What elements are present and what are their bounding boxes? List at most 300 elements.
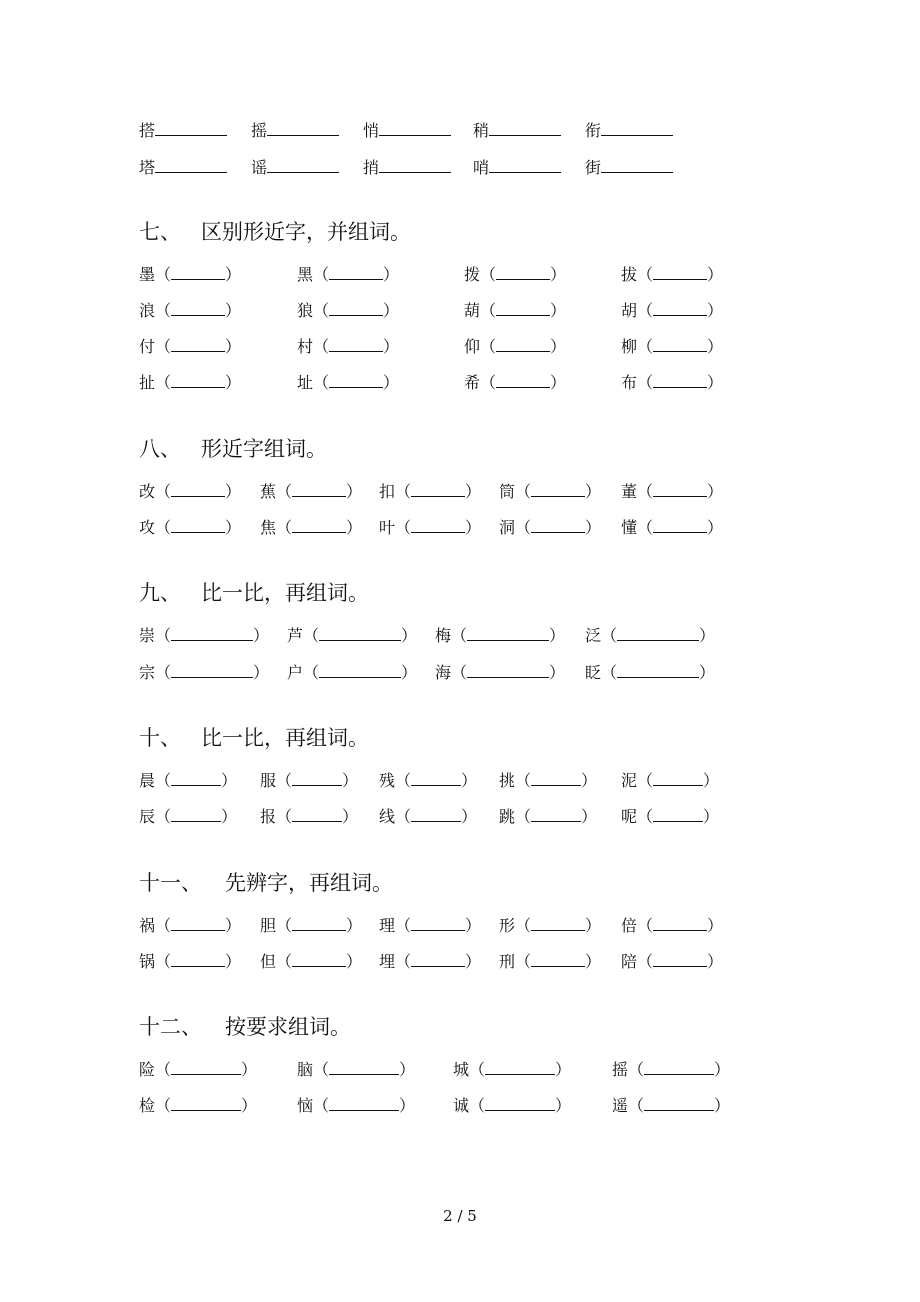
open-paren: （ xyxy=(395,952,412,971)
character: 扯 xyxy=(139,373,156,392)
character: 泛 xyxy=(585,626,602,645)
word-item xyxy=(379,915,481,936)
word-item xyxy=(453,1059,571,1080)
character: 拔 xyxy=(621,265,638,284)
close-paren: ） xyxy=(225,916,242,935)
close-paren: ） xyxy=(707,518,724,537)
word-item xyxy=(287,625,417,646)
open-paren: （ xyxy=(155,1060,172,1079)
word-item xyxy=(585,662,715,683)
section-number: 九、 xyxy=(139,581,181,605)
open-paren: （ xyxy=(480,265,497,284)
character: 跳 xyxy=(499,807,516,826)
character: 墨 xyxy=(139,265,156,284)
word-item xyxy=(379,770,477,791)
answer-blank[interactable] xyxy=(171,915,225,931)
character: 挑 xyxy=(499,771,516,790)
answer-blank[interactable] xyxy=(531,806,581,822)
close-paren: ） xyxy=(346,916,363,935)
answer-blank[interactable] xyxy=(319,625,401,641)
word-item xyxy=(585,157,673,178)
character: 刑 xyxy=(499,952,516,971)
open-paren: （ xyxy=(276,807,293,826)
answer-blank[interactable] xyxy=(329,300,383,316)
close-paren: ） xyxy=(225,265,242,284)
close-paren: ） xyxy=(225,482,242,501)
open-paren: （ xyxy=(637,952,654,971)
open-paren: （ xyxy=(515,482,532,501)
open-paren: （ xyxy=(155,301,172,320)
close-paren: ） xyxy=(707,265,724,284)
answer-blank[interactable] xyxy=(292,481,346,497)
answer-blank[interactable] xyxy=(644,1059,714,1075)
open-paren: （ xyxy=(637,482,654,501)
word-item xyxy=(251,157,339,178)
word-item xyxy=(297,264,399,285)
open-paren: （ xyxy=(155,518,172,537)
section-heading xyxy=(139,870,393,896)
character: 黑 xyxy=(297,265,314,284)
close-paren: ） xyxy=(707,373,724,392)
open-paren: （ xyxy=(637,771,654,790)
character: 布 xyxy=(621,373,638,392)
answer-blank[interactable] xyxy=(171,625,253,641)
word-item xyxy=(621,481,723,502)
word-item xyxy=(139,120,227,141)
section-number: 八、 xyxy=(139,437,181,461)
word-item xyxy=(363,120,451,141)
character: 改 xyxy=(139,482,156,501)
close-paren: ） xyxy=(465,952,482,971)
word-item xyxy=(139,300,241,321)
section-number: 十二、 xyxy=(139,1015,202,1039)
answer-blank[interactable] xyxy=(496,300,550,316)
open-paren: （ xyxy=(515,952,532,971)
character: 悄 xyxy=(363,121,380,140)
answer-blank[interactable] xyxy=(653,481,707,497)
answer-blank[interactable] xyxy=(171,336,225,352)
character: 遥 xyxy=(612,1096,629,1115)
word-item xyxy=(621,770,719,791)
open-paren: （ xyxy=(155,771,172,790)
character: 焦 xyxy=(260,518,277,537)
open-paren: （ xyxy=(155,337,172,356)
open-paren: （ xyxy=(637,265,654,284)
section-number: 十一、 xyxy=(139,871,202,895)
open-paren: （ xyxy=(313,265,330,284)
character: 哨 xyxy=(473,158,490,177)
answer-blank[interactable] xyxy=(653,770,703,786)
close-paren: ） xyxy=(225,337,242,356)
close-paren: ） xyxy=(549,663,566,682)
answer-blank[interactable] xyxy=(653,372,707,388)
answer-blank[interactable] xyxy=(329,336,383,352)
character: 祸 xyxy=(139,916,156,935)
open-paren: （ xyxy=(637,518,654,537)
open-paren: （ xyxy=(276,482,293,501)
section-heading xyxy=(139,1014,351,1040)
open-paren: （ xyxy=(515,916,532,935)
answer-blank[interactable] xyxy=(171,264,225,280)
answer-blank[interactable] xyxy=(653,951,707,967)
answer-blank[interactable] xyxy=(171,662,253,678)
open-paren: （ xyxy=(637,373,654,392)
open-paren: （ xyxy=(637,337,654,356)
character: 摇 xyxy=(251,121,268,140)
open-paren: （ xyxy=(155,482,172,501)
close-paren: ） xyxy=(714,1096,731,1115)
word-item xyxy=(621,336,723,357)
answer-blank[interactable] xyxy=(411,951,465,967)
close-paren: ） xyxy=(707,301,724,320)
character: 塔 xyxy=(139,158,156,177)
character: 谣 xyxy=(251,158,268,177)
word-item xyxy=(612,1095,730,1116)
open-paren: （ xyxy=(155,807,172,826)
character: 葫 xyxy=(464,301,481,320)
answer-blank[interactable] xyxy=(329,372,383,388)
character: 筒 xyxy=(499,482,516,501)
answer-blank[interactable] xyxy=(531,770,581,786)
answer-blank[interactable] xyxy=(155,157,227,173)
answer-blank[interactable] xyxy=(171,1059,241,1075)
answer-blank[interactable] xyxy=(319,662,401,678)
answer-blank[interactable] xyxy=(171,806,221,822)
answer-blank[interactable] xyxy=(653,517,707,533)
word-item xyxy=(464,336,566,357)
answer-blank[interactable] xyxy=(155,120,227,136)
word-item xyxy=(585,120,673,141)
character: 董 xyxy=(621,482,638,501)
close-paren: ） xyxy=(550,265,567,284)
answer-blank[interactable] xyxy=(171,481,225,497)
answer-blank[interactable] xyxy=(292,806,342,822)
character: 户 xyxy=(287,663,304,682)
close-paren: ） xyxy=(461,807,478,826)
answer-blank[interactable] xyxy=(171,372,225,388)
character: 村 xyxy=(297,337,314,356)
close-paren: ） xyxy=(699,663,716,682)
word-item xyxy=(363,157,451,178)
word-item xyxy=(260,806,358,827)
close-paren: ） xyxy=(555,1060,572,1079)
answer-blank[interactable] xyxy=(485,1095,555,1111)
answer-blank[interactable] xyxy=(467,625,549,641)
word-item xyxy=(621,264,723,285)
open-paren: （ xyxy=(469,1096,486,1115)
close-paren: ） xyxy=(342,771,359,790)
open-paren: （ xyxy=(303,663,320,682)
character: 眨 xyxy=(585,663,602,682)
answer-blank[interactable] xyxy=(496,264,550,280)
close-paren: ） xyxy=(707,337,724,356)
answer-blank[interactable] xyxy=(379,120,451,136)
answer-blank[interactable] xyxy=(653,264,707,280)
answer-blank[interactable] xyxy=(292,770,342,786)
character: 恼 xyxy=(297,1096,314,1115)
close-paren: ） xyxy=(703,807,720,826)
open-paren: （ xyxy=(637,916,654,935)
character: 呢 xyxy=(621,807,638,826)
close-paren: ） xyxy=(555,1096,572,1115)
section-heading xyxy=(139,219,411,245)
word-item xyxy=(260,517,362,538)
close-paren: ） xyxy=(241,1060,258,1079)
close-paren: ） xyxy=(707,952,724,971)
open-paren: （ xyxy=(155,373,172,392)
section-title: 比一比，再组词。 xyxy=(201,726,369,750)
answer-blank[interactable] xyxy=(653,300,707,316)
close-paren: ） xyxy=(342,807,359,826)
close-paren: ） xyxy=(399,1096,416,1115)
character: 稍 xyxy=(473,121,490,140)
word-item xyxy=(260,915,362,936)
answer-blank[interactable] xyxy=(411,517,465,533)
word-item xyxy=(139,264,241,285)
word-item xyxy=(139,770,237,791)
answer-blank[interactable] xyxy=(485,1059,555,1075)
word-item xyxy=(499,951,601,972)
open-paren: （ xyxy=(155,626,172,645)
character: 理 xyxy=(379,916,396,935)
answer-blank[interactable] xyxy=(292,915,346,931)
word-item xyxy=(473,157,561,178)
open-paren: （ xyxy=(395,482,412,501)
answer-blank[interactable] xyxy=(329,1059,399,1075)
answer-blank[interactable] xyxy=(489,120,561,136)
open-paren: （ xyxy=(451,626,468,645)
answer-blank[interactable] xyxy=(617,625,699,641)
word-item xyxy=(435,662,565,683)
answer-blank[interactable] xyxy=(267,157,339,173)
word-item xyxy=(139,662,269,683)
open-paren: （ xyxy=(395,771,412,790)
character: 诚 xyxy=(453,1096,470,1115)
answer-blank[interactable] xyxy=(531,481,585,497)
character: 锅 xyxy=(139,952,156,971)
section-title: 按要求组词。 xyxy=(225,1015,351,1039)
character: 宗 xyxy=(139,663,156,682)
word-item xyxy=(464,300,566,321)
open-paren: （ xyxy=(276,771,293,790)
answer-blank[interactable] xyxy=(617,662,699,678)
close-paren: ） xyxy=(585,916,602,935)
close-paren: ） xyxy=(461,771,478,790)
character: 崇 xyxy=(139,626,156,645)
answer-blank[interactable] xyxy=(531,517,585,533)
word-item xyxy=(621,300,723,321)
answer-blank[interactable] xyxy=(653,915,707,931)
word-item xyxy=(435,625,565,646)
close-paren: ） xyxy=(581,771,598,790)
close-paren: ） xyxy=(585,518,602,537)
word-item xyxy=(297,1059,415,1080)
word-item xyxy=(621,517,723,538)
character: 衔 xyxy=(585,121,602,140)
word-item xyxy=(297,300,399,321)
answer-blank[interactable] xyxy=(171,770,221,786)
open-paren: （ xyxy=(276,916,293,935)
open-paren: （ xyxy=(601,663,618,682)
answer-blank[interactable] xyxy=(601,157,673,173)
answer-blank[interactable] xyxy=(411,481,465,497)
word-item xyxy=(139,915,241,936)
open-paren: （ xyxy=(155,1096,172,1115)
character: 但 xyxy=(260,952,277,971)
close-paren: ） xyxy=(221,771,238,790)
open-paren: （ xyxy=(628,1096,645,1115)
close-paren: ） xyxy=(253,626,270,645)
open-paren: （ xyxy=(515,771,532,790)
word-item xyxy=(621,951,723,972)
answer-blank[interactable] xyxy=(171,951,225,967)
answer-blank[interactable] xyxy=(496,336,550,352)
open-paren: （ xyxy=(480,373,497,392)
answer-blank[interactable] xyxy=(653,336,707,352)
close-paren: ） xyxy=(585,482,602,501)
close-paren: ） xyxy=(225,373,242,392)
close-paren: ） xyxy=(401,626,418,645)
open-paren: （ xyxy=(313,301,330,320)
character: 洞 xyxy=(499,518,516,537)
close-paren: ） xyxy=(383,301,400,320)
answer-blank[interactable] xyxy=(171,517,225,533)
close-paren: ） xyxy=(346,482,363,501)
answer-blank[interactable] xyxy=(531,915,585,931)
close-paren: ） xyxy=(346,518,363,537)
answer-blank[interactable] xyxy=(171,300,225,316)
close-paren: ） xyxy=(465,518,482,537)
character: 胡 xyxy=(621,301,638,320)
word-item xyxy=(139,336,241,357)
word-item xyxy=(379,951,481,972)
answer-blank[interactable] xyxy=(531,951,585,967)
character: 形 xyxy=(499,916,516,935)
word-item xyxy=(499,481,601,502)
open-paren: （ xyxy=(313,373,330,392)
word-item xyxy=(260,481,362,502)
word-item xyxy=(499,517,601,538)
open-paren: （ xyxy=(276,952,293,971)
word-item xyxy=(260,951,362,972)
close-paren: ） xyxy=(225,301,242,320)
word-item xyxy=(585,625,715,646)
answer-blank[interactable] xyxy=(653,806,703,822)
close-paren: ） xyxy=(225,952,242,971)
close-paren: ） xyxy=(550,301,567,320)
answer-blank[interactable] xyxy=(292,517,346,533)
open-paren: （ xyxy=(276,518,293,537)
answer-blank[interactable] xyxy=(329,1095,399,1111)
open-paren: （ xyxy=(155,916,172,935)
open-paren: （ xyxy=(155,663,172,682)
character: 蕉 xyxy=(260,482,277,501)
open-paren: （ xyxy=(395,518,412,537)
word-item xyxy=(612,1059,730,1080)
answer-blank[interactable] xyxy=(379,157,451,173)
answer-blank[interactable] xyxy=(496,372,550,388)
answer-blank[interactable] xyxy=(171,1095,241,1111)
close-paren: ） xyxy=(225,518,242,537)
close-paren: ） xyxy=(699,626,716,645)
word-item xyxy=(251,120,339,141)
character: 仰 xyxy=(464,337,481,356)
word-item xyxy=(139,1095,257,1116)
character: 陪 xyxy=(621,952,638,971)
word-item xyxy=(297,1095,415,1116)
close-paren: ） xyxy=(346,952,363,971)
section-title: 区别形近字，并组词。 xyxy=(201,220,411,244)
character: 懂 xyxy=(621,518,638,537)
character: 梅 xyxy=(435,626,452,645)
open-paren: （ xyxy=(313,1096,330,1115)
character: 线 xyxy=(379,807,396,826)
answer-blank[interactable] xyxy=(292,951,346,967)
close-paren: ） xyxy=(253,663,270,682)
word-item xyxy=(139,157,227,178)
close-paren: ） xyxy=(703,771,720,790)
answer-blank[interactable] xyxy=(267,120,339,136)
character: 浪 xyxy=(139,301,156,320)
word-item xyxy=(499,770,597,791)
close-paren: ） xyxy=(221,807,238,826)
word-item xyxy=(621,915,723,936)
character: 服 xyxy=(260,771,277,790)
character: 城 xyxy=(453,1060,470,1079)
character: 险 xyxy=(139,1060,156,1079)
open-paren: （ xyxy=(469,1060,486,1079)
close-paren: ） xyxy=(707,916,724,935)
character: 脑 xyxy=(297,1060,314,1079)
section-heading xyxy=(139,725,369,751)
open-paren: （ xyxy=(515,518,532,537)
character: 胆 xyxy=(260,916,277,935)
word-item xyxy=(287,662,417,683)
close-paren: ） xyxy=(549,626,566,645)
open-paren: （ xyxy=(313,337,330,356)
answer-blank[interactable] xyxy=(644,1095,714,1111)
word-item xyxy=(379,806,477,827)
character: 辰 xyxy=(139,807,156,826)
character: 报 xyxy=(260,807,277,826)
word-item xyxy=(139,1059,257,1080)
answer-blank[interactable] xyxy=(489,157,561,173)
open-paren: （ xyxy=(451,663,468,682)
answer-blank[interactable] xyxy=(467,662,549,678)
character: 狼 xyxy=(297,301,314,320)
close-paren: ） xyxy=(707,482,724,501)
answer-blank[interactable] xyxy=(411,915,465,931)
open-paren: （ xyxy=(480,301,497,320)
answer-blank[interactable] xyxy=(411,806,461,822)
word-item xyxy=(139,951,241,972)
open-paren: （ xyxy=(155,952,172,971)
open-paren: （ xyxy=(155,265,172,284)
section-title: 形近字组词。 xyxy=(201,437,327,461)
section-heading xyxy=(139,436,327,462)
section-number: 七、 xyxy=(139,220,181,244)
answer-blank[interactable] xyxy=(601,120,673,136)
character: 搭 xyxy=(139,121,156,140)
open-paren: （ xyxy=(480,337,497,356)
answer-blank[interactable] xyxy=(411,770,461,786)
word-item xyxy=(621,806,719,827)
answer-blank[interactable] xyxy=(329,264,383,280)
close-paren: ） xyxy=(401,663,418,682)
close-paren: ） xyxy=(241,1096,258,1115)
word-item xyxy=(379,517,481,538)
character: 残 xyxy=(379,771,396,790)
